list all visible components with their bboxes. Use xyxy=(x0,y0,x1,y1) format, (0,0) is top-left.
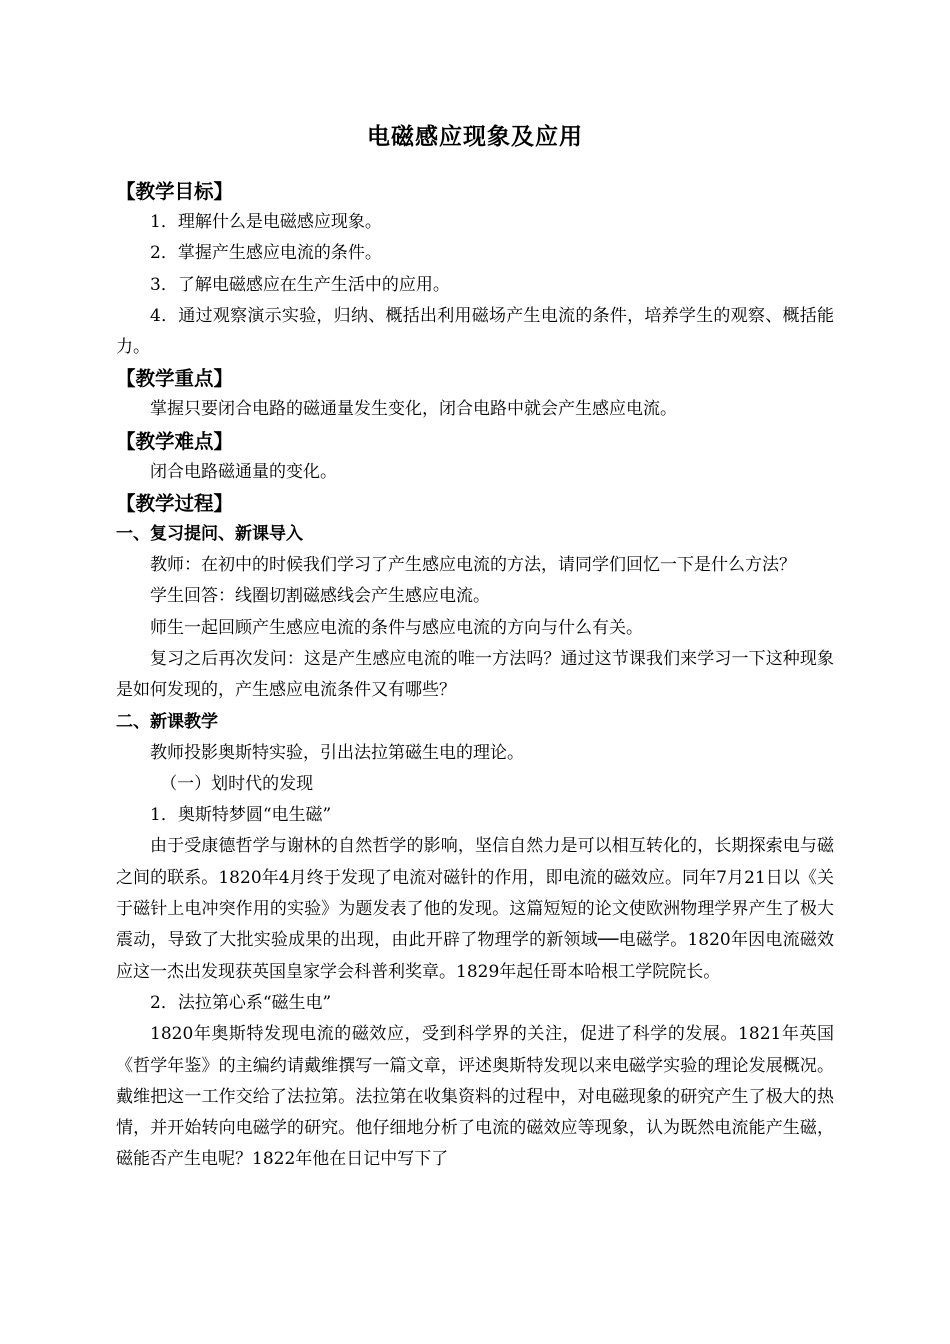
item1-title: 1．奥斯特梦圆“电生磁” xyxy=(150,805,332,826)
part1-heading: 一、复习提问、新课导入 xyxy=(116,524,303,545)
document-title: 电磁感应现象及应用 xyxy=(367,123,583,150)
item2-text: 1820年奥斯特发现电流的磁效应，受到科学界的关注，促进了科学的发展。1821年英国《哲学年鉴》的主编约请戴维撰写一篇文章，评述奥斯特发现以来电磁学实验的理论发展概况。戴维把这一工作交给了法拉第。法拉第在收集资料的过程中，对电磁现象的研究产生了极大的热情，并开始转向电磁学的研究。他仔细地分析了电流的磁效应等现象，认为既然电流能产生磁，磁能否产生电呢？1822年他在日记中写下了 xyxy=(116,1024,834,1170)
part1-paragraph: 师生一起回顾产生感应电流的条件与感应电流的方向与什么有关。 xyxy=(150,617,643,638)
objective-item: 4．通过观察演示实验，归纳、概括出利用磁场产生电流的条件，培养学生的观察、概括能力。 xyxy=(116,305,834,358)
part2-subheading: （一）划时代的发现 xyxy=(160,773,314,794)
part1-paragraph: 复习之后再次发问：这是产生感应电流的唯一方法吗？通过这节课我们来学习一下这种现象是如何发现的，产生感应电流条件又有哪些？ xyxy=(116,648,834,701)
objective-item: 2．掌握产生感应电流的条件。 xyxy=(150,243,382,264)
objective-item: 3．了解电磁感应在生产生活中的应用。 xyxy=(150,274,450,295)
process-heading: 【教学过程】 xyxy=(116,492,234,516)
item1-text: 由于受康德哲学与谢林的自然哲学的影响，坚信自然力是可以相互转化的，长期探索电与磁之间的联系。1820年4月终于发现了电流对磁针的作用，即电流的磁效应。同年7月21日以《关于磁针上电冲突作用的实验》为题发表了他的发现。这篇短短的论文使欧洲物理学界产生了极大震动，导致了大批实验成果的出现，由此开辟了物理学的新领域──电磁学。1820年因电流磁效应这一杰出发现获英国皇家学会科普利奖章。1829年起任哥本哈根工学院院长。 xyxy=(116,836,834,982)
part2-intro: 教师投影奥斯特实验，引出法拉第磁生电的理论。 xyxy=(150,742,524,763)
objectives-heading: 【教学目标】 xyxy=(116,180,234,203)
part1-paragraph: 学生回答：线圈切割磁感线会产生感应电流。 xyxy=(150,586,490,607)
document-body xyxy=(116,176,834,1176)
difficulties-heading: 【教学难点】 xyxy=(116,429,234,453)
part2-heading: 二、新课教学 xyxy=(116,711,218,732)
key-points-text: 掌握只要闭合电路的磁通量发生变化，闭合电路中就会产生感应电流。 xyxy=(150,399,677,420)
part1-paragraph: 教师：在初中的时候我们学习了产生感应电流的方法，请同学们回忆一下是什么方法？ xyxy=(150,555,796,576)
item2-title: 2．法拉第心系“磁生电” xyxy=(150,992,332,1013)
difficulties-text: 闭合电路磁通量的变化。 xyxy=(150,461,337,482)
key-points-heading: 【教学重点】 xyxy=(116,367,234,391)
objective-item: 1．理解什么是电磁感应现象。 xyxy=(150,212,382,232)
